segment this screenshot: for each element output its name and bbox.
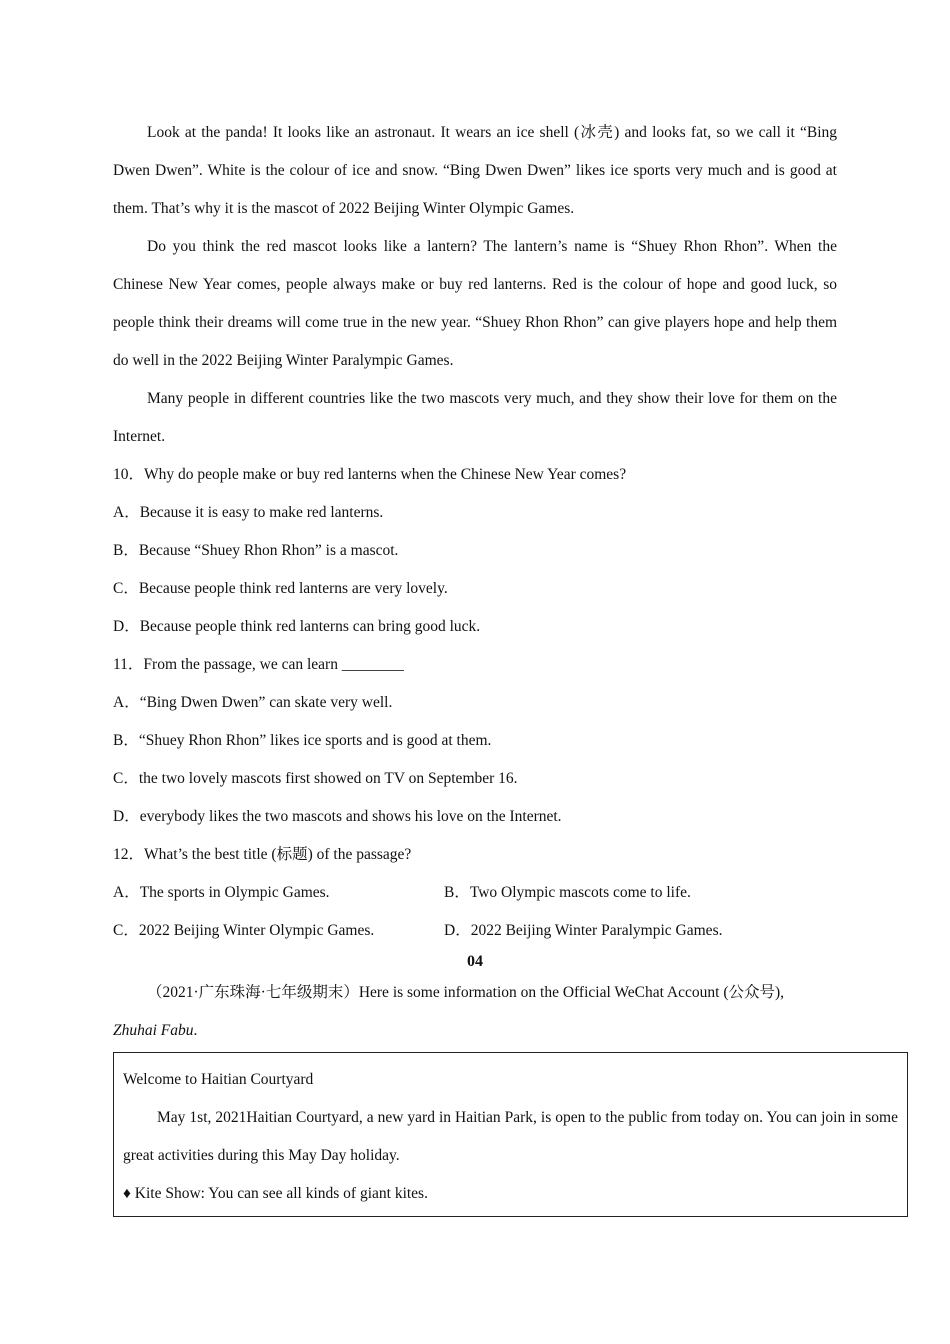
notice-title: Welcome to Haitian Courtyard (123, 1071, 314, 1088)
option-d: D．everybody likes the two mascots and shows his love on the Internet. (113, 808, 562, 825)
options-row-2 (113, 912, 837, 950)
passage-paragraph-2: Do you think the red mascot looks like a lantern? The lantern’s name is “Shuey Rhon Rhon”. When the Chinese New Year comes, people always make or buy red lanterns. Red is the colour of hope and good luck, so people think their dreams will come true in the new year. “Shuey Rhon Rhon” can give players hope and help them do well in the 2022 Beijing Winter Paralympic Games. (113, 238, 837, 369)
notice-body: May 1st, 2021Haitian Courtyard, a new yard in Haitian Park, is open to the public from today on. You can join in some great activities during this May Day holiday. (123, 1109, 898, 1164)
option-b: B．Two Olympic mascots come to life. (444, 884, 691, 901)
notice-item-kite-show: ♦ Kite Show: You can see all kinds of giant kites. (123, 1185, 428, 1202)
account-line (113, 1012, 837, 1050)
option-a: A．“Bing Dwen Dwen” can skate very well. (113, 694, 393, 711)
section-intro: （2021·广东珠海·七年级期末）Here is some information on the Official WeChat Account (公众号), (147, 984, 785, 1001)
account-suffix: . (193, 1022, 198, 1039)
option-b: B．Because “Shuey Rhon Rhon” is a mascot. (113, 542, 399, 559)
question-12 (113, 836, 837, 950)
option-c: C．Because people think red lanterns are very lovely. (113, 580, 448, 597)
content-column (113, 114, 837, 1050)
option-c: C．the two lovely mascots first showed on TV on September 16. (113, 770, 518, 787)
account-name: Zhuhai Fabu (113, 1022, 194, 1039)
section-number: 04 (467, 953, 483, 970)
question-11 (113, 646, 837, 836)
passage-paragraph-3: Many people in different countries like the two mascots very much, and they show their love for them on the Internet. (113, 390, 837, 445)
question-10 (113, 456, 837, 646)
option-a: A．The sports in Olympic Games. (113, 884, 330, 901)
question-stem: 12．What’s the best title (标题) of the passage? (113, 846, 412, 863)
option-b: B．“Shuey Rhon Rhon” likes ice sports and is good at them. (113, 732, 492, 749)
option-c: C．2022 Beijing Winter Olympic Games. (113, 922, 375, 939)
options-row-1 (113, 874, 837, 912)
option-a: A．Because it is easy to make red lanterns. (113, 504, 384, 521)
passage-paragraph-1: Look at the panda! It looks like an astronaut. It wears an ice shell (冰壳) and looks fat, so we call it “Bing Dwen Dwen”. White is the colour of ice and snow. “Bing Dwen Dwen” likes ice sports very much and is good at them. That’s why it is the mascot of 2022 Beijing Winter Olympic Games. (113, 124, 837, 217)
question-stem: 10．Why do people make or buy red lanterns when the Chinese New Year comes? (113, 466, 627, 483)
option-d: D．2022 Beijing Winter Paralympic Games. (444, 922, 723, 939)
option-d: D．Because people think red lanterns can bring good luck. (113, 618, 481, 635)
question-stem: 11．From the passage, we can learn ________ (113, 656, 404, 673)
notice-box (113, 1052, 908, 1217)
